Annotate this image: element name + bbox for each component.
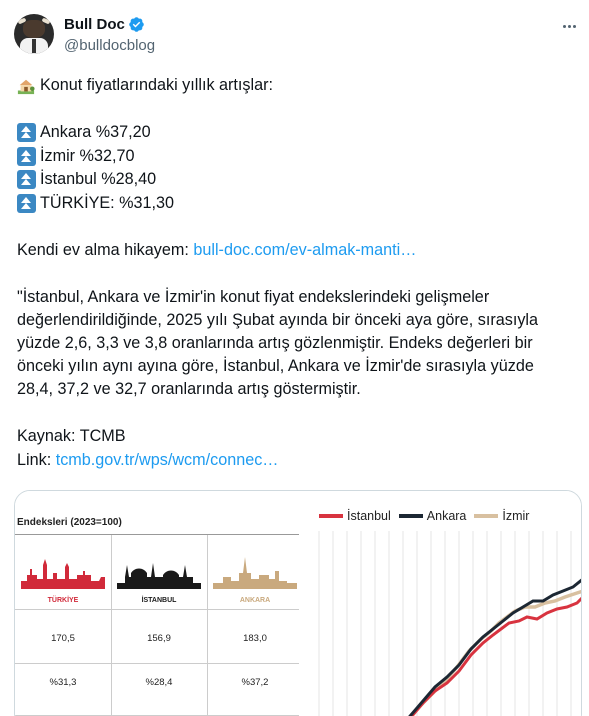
- verified-badge-icon[interactable]: [128, 16, 145, 33]
- link-prefix: Link:: [17, 450, 56, 469]
- legend-label: Ankara: [426, 509, 467, 523]
- stat-text: Ankara %37,20: [40, 123, 151, 142]
- table-cell: %28,4: [145, 677, 173, 688]
- column-label: ANKARA: [239, 597, 271, 604]
- index-chart-image: [299, 491, 582, 716]
- story-link[interactable]: bull-doc.com/ev-almak-manti…: [193, 240, 417, 259]
- legend-swatch: [399, 514, 423, 518]
- stat-text: İstanbul %28,40: [40, 170, 157, 189]
- stat-text: TÜRKİYE: %31,30: [40, 193, 175, 212]
- tweet-text: [17, 74, 577, 472]
- story-line: [17, 239, 577, 263]
- avatar-bull-head: [23, 20, 45, 38]
- legend-swatch: [474, 514, 498, 518]
- ankara-skyline-icon: [213, 555, 297, 589]
- legend-item: [399, 509, 467, 523]
- column-label: İSTANBUL: [141, 597, 177, 604]
- stat-line-izmir: [17, 145, 577, 169]
- table-cell: 156,9: [147, 633, 171, 644]
- table-cell: %31,3: [49, 677, 77, 688]
- source-line: Kaynak: TCMB: [17, 427, 126, 446]
- stat-text: İzmir %32,70: [40, 146, 135, 165]
- column-label: TÜRKİYE: [47, 597, 79, 604]
- source-link[interactable]: tcmb.gov.tr/wps/wcm/connec…: [55, 450, 279, 469]
- stat-line-turkiye: [17, 192, 577, 216]
- istanbul-skyline-icon: [117, 555, 201, 589]
- link-line: [17, 449, 577, 473]
- attached-image[interactable]: [14, 490, 582, 716]
- double-up-arrow-icon: [17, 123, 36, 142]
- intro-text: Konut fiyatlarındaki yıllık artışlar:: [40, 76, 274, 95]
- house-with-garden-icon: [17, 77, 35, 95]
- chart-legend: [319, 509, 537, 523]
- legend-label: İzmir: [502, 509, 530, 523]
- handle[interactable]: @bulldocblog: [64, 37, 156, 54]
- intro-line: [17, 74, 577, 98]
- name-row: [64, 16, 145, 33]
- legend-item: [319, 509, 391, 523]
- column-istanbul: [111, 541, 207, 607]
- table-cell: %37,2: [241, 677, 269, 688]
- column-turkiye: [15, 541, 111, 607]
- quote-paragraph: "İstanbul, Ankara ve İzmir'in konut fiyat endekslerindeki gelişmeler değerlendirildiğinde, 2025 yılı Şubat ayında bir önceki aya göre, sırasıyla yüzde 2,6, 3,3 ve 3,8 oranlarında artış gözlenmiştir. Endeks değerleri bir önceki yılın aynı ayına göre, İstanbul, Ankara ve İzmir'de sırasıyla yüzde 28,4, 37,2 ve 32,7 oranlarında artış göstermiştir.: [17, 287, 539, 399]
- turkiye-skyline-icon: [21, 555, 105, 589]
- chart-plot: [299, 491, 582, 716]
- table-cell: 170,5: [51, 633, 75, 644]
- stat-line-ankara: [17, 121, 577, 145]
- story-prefix: Kendi ev alma hikayem:: [17, 240, 194, 259]
- display-name[interactable]: Bull Doc: [64, 16, 125, 33]
- table-cell: 183,0: [243, 633, 267, 644]
- legend-label: İstanbul: [347, 509, 391, 523]
- double-up-arrow-icon: [17, 194, 36, 213]
- tweet-header: [14, 14, 579, 58]
- avatar-tie: [32, 39, 36, 53]
- column-ankara: [207, 541, 303, 607]
- legend-item: [474, 509, 529, 523]
- double-up-arrow-icon: [17, 170, 36, 189]
- legend-swatch: [319, 514, 343, 518]
- table-title: Endeksleri (2023=100): [17, 517, 122, 528]
- stat-line-istanbul: [17, 168, 577, 192]
- avatar[interactable]: [14, 14, 54, 54]
- index-table-image: [15, 491, 299, 716]
- more-options-icon[interactable]: [559, 16, 579, 36]
- double-up-arrow-icon: [17, 147, 36, 166]
